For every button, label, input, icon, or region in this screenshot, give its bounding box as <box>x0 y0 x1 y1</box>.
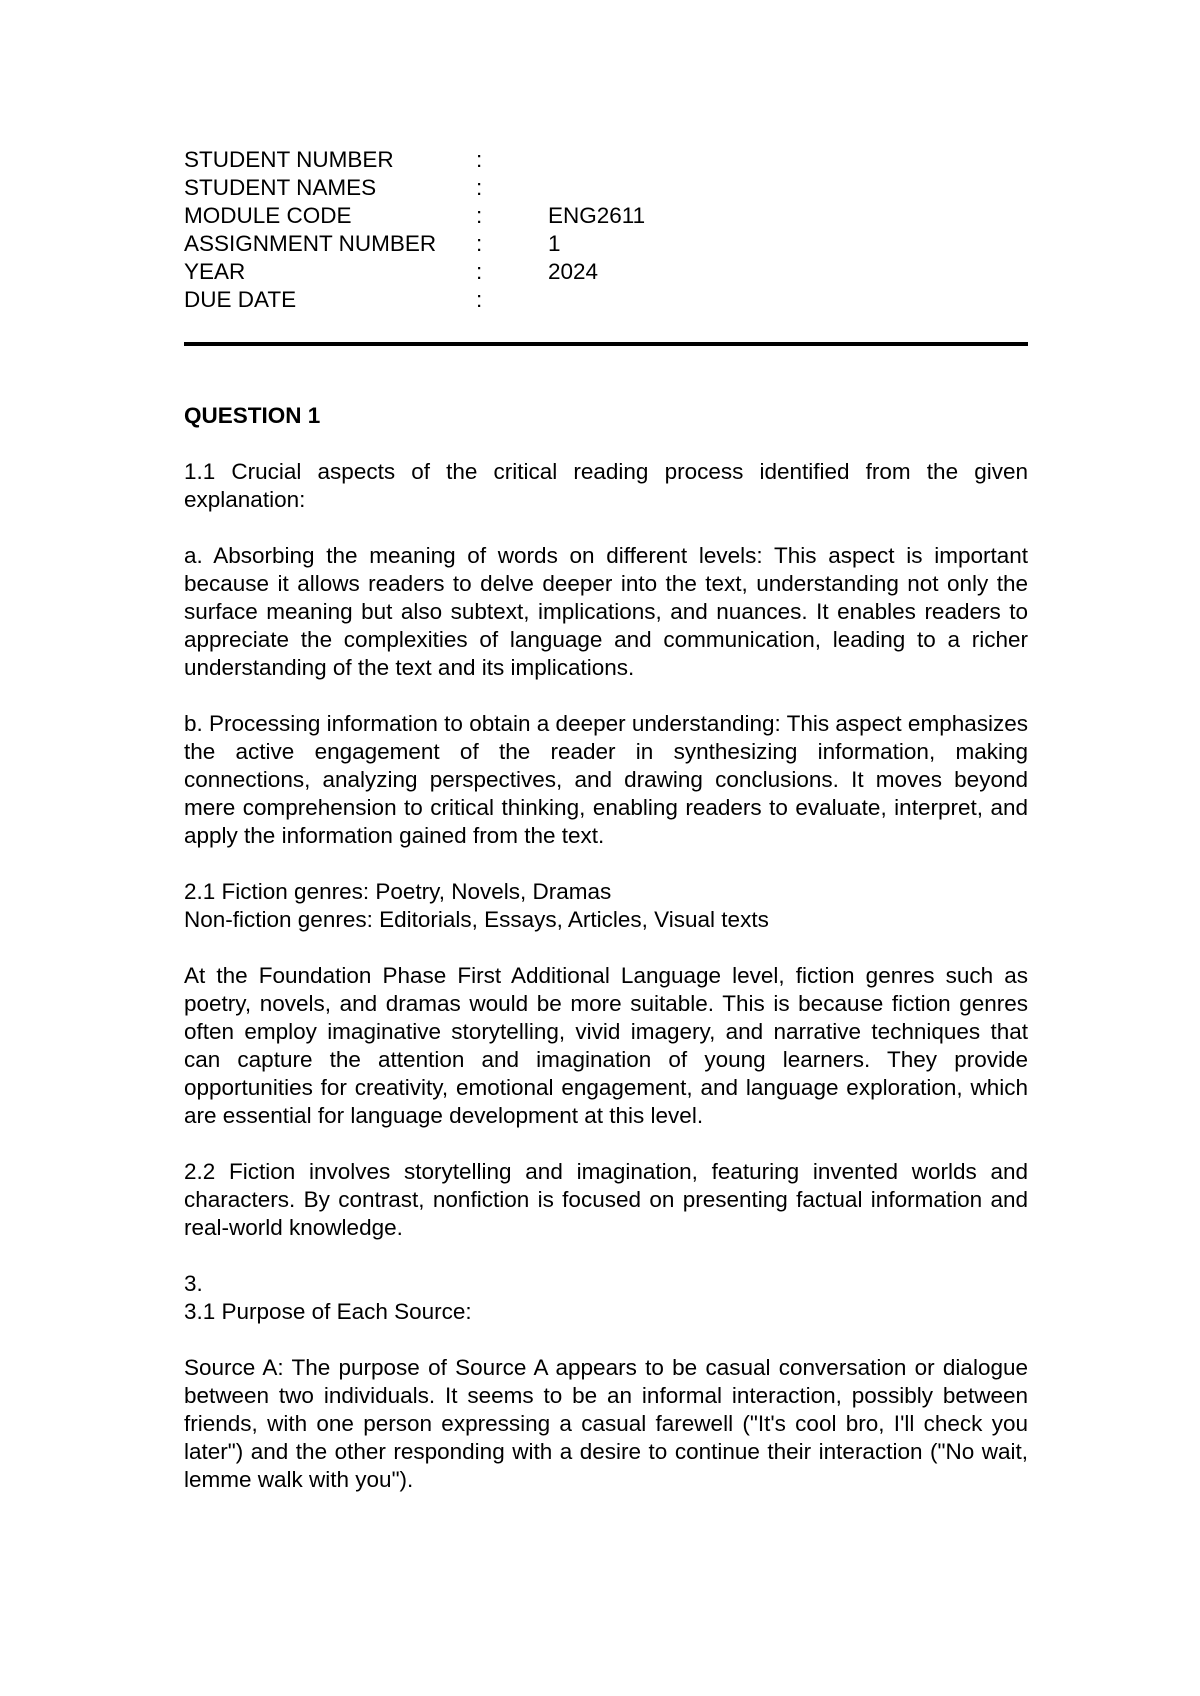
info-label: STUDENT NUMBER <box>184 147 394 172</box>
info-value <box>548 286 1028 314</box>
paragraph-2-1-body: At the Foundation Phase First Additional Language level, fiction genres such as poetry, novels, and dramas would be more suitable. This is because fiction genres often employ imaginative storytelling, vivid imagery, and narrative techniques that can capture the attention and imagination of young learners. They provide opportunities for creativity, emotional engagement, and language exploration, which are essential for language development at this level. <box>184 963 1028 1128</box>
info-row-module-code <box>184 202 1028 230</box>
info-label: ASSIGNMENT NUMBER <box>184 231 437 256</box>
horizontal-divider <box>184 342 1028 346</box>
info-separator: : <box>476 231 483 256</box>
info-row-student-names <box>184 174 1028 202</box>
info-row-year <box>184 258 1028 286</box>
cover-info-table <box>184 146 1028 314</box>
paragraph-3-source-a: Source A: The purpose of Source A appears to be casual conversation or dialogue between two individuals. It seems to be an informal interaction, possibly between friends, with one person expressing a casual farewell ("It's cool bro, I'll check you later") and the other responding with a desire to continue their interaction ("No wait, lemme walk with you"). <box>184 1355 1028 1492</box>
info-separator: : <box>476 203 483 228</box>
info-separator: : <box>476 259 483 284</box>
info-row-due-date <box>184 286 1028 314</box>
paragraph-1-1-a: a. Absorbing the meaning of words on different levels: This aspect is important because it allows readers to delve deeper into the text, understanding not only the surface meaning but also subtext, implications, and nuances. It enables readers to appreciate the complexities of language and communication, leading to a richer understanding of the text and its implications. <box>184 543 1028 680</box>
paragraph-2-1-fiction: 2.1 Fiction genres: Poetry, Novels, Dramas <box>184 879 612 904</box>
info-value: 1 <box>548 231 561 256</box>
paragraph-1-1: 1.1 Crucial aspects of the critical reading process identified from the given explanation: <box>184 459 1028 512</box>
question-heading: QUESTION 1 <box>184 403 321 428</box>
paragraph-3-1: 3.1 Purpose of Each Source: <box>184 1299 472 1324</box>
paragraph-3: 3. <box>184 1271 203 1296</box>
info-value <box>548 146 1028 174</box>
info-value: 2024 <box>548 259 599 284</box>
info-label: YEAR <box>184 259 246 284</box>
info-value: ENG2611 <box>548 203 646 228</box>
info-label: STUDENT NAMES <box>184 175 377 200</box>
info-value <box>548 174 1028 202</box>
info-separator: : <box>476 147 483 172</box>
paragraph-2-2: 2.2 Fiction involves storytelling and imagination, featuring invented worlds and characters. By contrast, nonfiction is focused on presenting factual information and real-world knowledge. <box>184 1159 1028 1240</box>
info-label: MODULE CODE <box>184 203 352 228</box>
paragraph-2-1-nonfiction: Non-fiction genres: Editorials, Essays, Articles, Visual texts <box>184 907 769 932</box>
info-separator: : <box>476 175 483 200</box>
info-label: DUE DATE <box>184 287 297 312</box>
info-row-assignment-number <box>184 230 1028 258</box>
info-row-student-number <box>184 146 1028 174</box>
paragraph-1-1-b: b. Processing information to obtain a deeper understanding: This aspect emphasizes the active engagement of the reader in synthesizing information, making connections, analyzing perspectives, and drawing conclusions. It moves beyond mere comprehension to critical thinking, enabling readers to evaluate, interpret, and apply the information gained from the text. <box>184 711 1028 848</box>
info-separator: : <box>476 287 483 312</box>
document-page <box>184 146 1028 1494</box>
